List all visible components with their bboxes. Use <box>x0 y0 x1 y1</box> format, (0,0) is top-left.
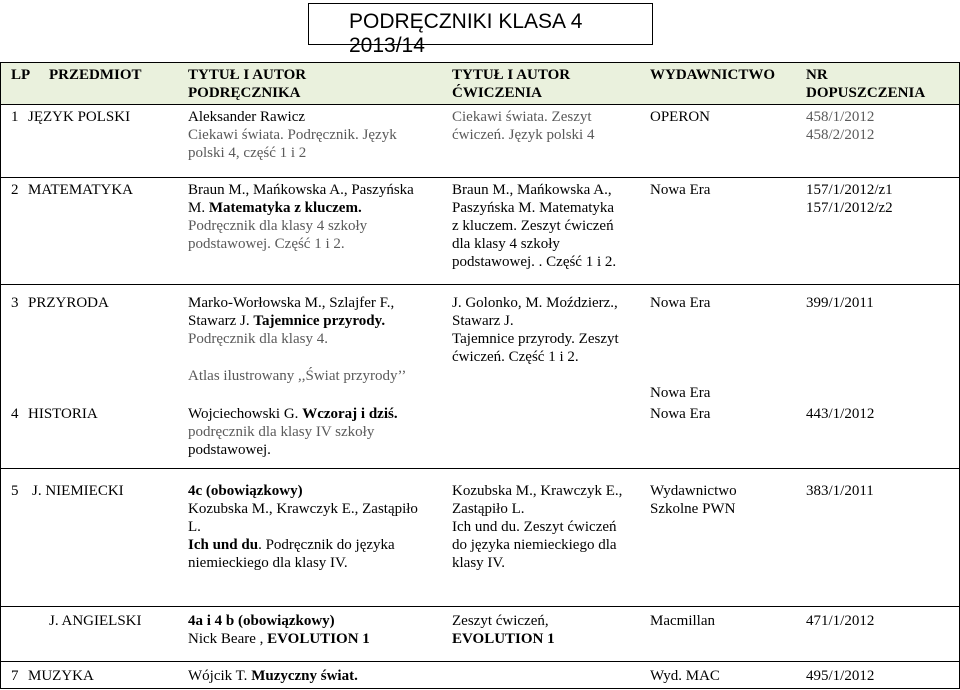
row-exercise: do języka niemieckiego dla <box>452 537 617 553</box>
row-book-title: Ciekawi świata. Podręcznik. Język <box>188 127 397 143</box>
row-publisher: Wyd. MAC <box>650 668 720 684</box>
row-subject: MATEMATYKA <box>28 182 133 198</box>
row-book-title-bold: Matematyka z kluczem. <box>208 200 362 216</box>
row-subject: J. ANGIELSKI <box>49 613 142 629</box>
row-number: 383/1/2011 <box>806 483 874 499</box>
row-lp: 2 <box>11 182 19 198</box>
row-exercise: Ciekawi świata. Zeszyt <box>452 109 592 125</box>
row-publisher: Szkolne PWN <box>650 501 736 517</box>
row-exercise: Zastąpiło L. <box>452 501 525 517</box>
header-przedmiot: PRZEDMIOT <box>49 67 142 83</box>
row-lp: 7 <box>11 668 19 684</box>
row-exercise-title: EVOLUTION 1 <box>452 631 555 647</box>
row-lp: 3 <box>11 295 19 311</box>
row-book-author: Marko-Worłowska M., Szlajfer F., <box>188 295 395 311</box>
row-book-title-bold: Tajemnice przyrody. <box>253 313 386 329</box>
row-book-author: Braun M., Mańkowska A., Paszyńska <box>188 182 414 198</box>
row-book-title-bold: EVOLUTION 1 <box>267 631 370 647</box>
header-book-line1: TYTUŁ I AUTOR <box>188 67 307 83</box>
row-exercise: Zeszyt ćwiczeń, <box>452 613 549 629</box>
header-book-line2: PODRĘCZNIKA <box>188 85 301 101</box>
row-book-author: Nick Beare , <box>188 631 268 647</box>
row-book-title-bold: Wczoraj i dziś. <box>302 406 398 422</box>
row-subject: J. NIEMIECKI <box>32 483 124 499</box>
row-book-title <box>188 631 370 649</box>
header-number-line2: DOPUSZCZENIA <box>806 85 926 101</box>
row-number: 443/1/2012 <box>806 406 875 422</box>
row-subject: PRZYRODA <box>28 295 109 311</box>
row-book-desc: podręcznik dla klasy IV szkoły <box>188 424 375 440</box>
row-book-title-bold: Muzyczny świat. <box>251 668 358 684</box>
header-lp: LP <box>11 67 31 83</box>
row-publisher: OPERON <box>650 109 711 125</box>
row-subject: HISTORIA <box>28 406 98 422</box>
row-exercise: dla klasy 4 szkoły <box>452 236 560 252</box>
page-title-box <box>308 3 653 57</box>
row-book-title <box>188 668 358 686</box>
row-book-atlas: Atlas ilustrowany ,,Świat przyrody’’ <box>188 368 407 384</box>
row-publisher: Wydawnictwo <box>650 483 737 499</box>
row-exercise: ćwiczeń. Język polski 4 <box>452 127 595 143</box>
row-book-title <box>188 200 362 218</box>
row-book-title: polski 4, część 1 i 2 <box>188 145 307 161</box>
row-number: 157/1/2012/z2 <box>806 200 893 216</box>
row-exercise: ćwiczeń. Część 1 i 2. <box>452 349 579 365</box>
row-exercise: klasy IV. <box>452 555 506 571</box>
row-subject: JĘZYK POLSKI <box>28 109 131 125</box>
row-lp: 5 <box>11 483 19 499</box>
row-book-author: Aleksander Rawicz <box>188 109 306 125</box>
row-subject: MUZYKA <box>28 668 94 684</box>
row-number: 495/1/2012 <box>806 668 875 684</box>
row-book-author: Wojciechowski G. <box>188 406 303 422</box>
header-exercise-line1: TYTUŁ I AUTOR <box>452 67 571 83</box>
row-book-author-end: Stawarz J. <box>188 313 254 329</box>
row-book-title <box>188 406 398 424</box>
row-publisher: Nowa Era <box>650 182 711 198</box>
row-publisher: Macmillan <box>650 613 715 629</box>
row-book-desc: Podręcznik dla klasy 4 szkoły <box>188 218 368 234</box>
row-exercise: Ich und du. Zeszyt ćwiczeń <box>452 519 617 535</box>
header-number-line1: NR <box>806 67 828 83</box>
row-book-desc: Podręcznik dla klasy 4. <box>188 331 328 347</box>
row-book-desc: . Podręcznik do języka <box>258 537 395 553</box>
row-lp: 1 <box>11 109 19 125</box>
header-exercise-line2: ĆWICZENIA <box>452 85 543 101</box>
row-number: 399/1/2011 <box>806 295 874 311</box>
row-book-author: L. <box>188 519 201 535</box>
row-exercise: Kozubska M., Krawczyk E., <box>452 483 623 499</box>
row-book-note: 4c (obowiązkowy) <box>188 483 303 499</box>
row-number: 471/1/2012 <box>806 613 875 629</box>
row-book-note: 4a i 4 b (obowiązkowy) <box>188 613 335 629</box>
row-book-desc: podstawowej. Część 1 i 2. <box>188 236 345 252</box>
row-number: 458/2/2012 <box>806 127 875 143</box>
row-book-title <box>188 537 395 555</box>
row-book-title-bold: Ich und du <box>188 537 259 553</box>
row-book-author: Wójcik T. <box>188 668 252 684</box>
row-lp: 4 <box>11 406 19 422</box>
row-publisher: Nowa Era <box>650 295 711 311</box>
header-publisher: WYDAWNICTWO <box>650 67 776 83</box>
row-exercise: Tajemnice przyrody. Zeszyt <box>452 331 619 347</box>
row-publisher: Nowa Era <box>650 406 711 422</box>
row-book-desc: niemieckiego dla klasy IV. <box>188 555 348 571</box>
row-exercise: Paszyńska M. Matematyka <box>452 200 615 216</box>
row-exercise: Stawarz J. <box>452 313 514 329</box>
row-book-author: Kozubska M., Krawczyk E., Zastąpiło <box>188 501 418 517</box>
row-book-author-end: M. <box>188 200 209 216</box>
row-book-desc: podstawowej. <box>188 442 271 458</box>
row-exercise: z kluczem. Zeszyt ćwiczeń <box>452 218 614 234</box>
row-book-title <box>188 313 385 331</box>
row-publisher-atlas: Nowa Era <box>650 385 711 401</box>
page-title: PODRĘCZNIKI KLASA 4 2013/14 <box>349 10 583 57</box>
row-number: 157/1/2012/z1 <box>806 182 893 198</box>
row-number: 458/1/2012 <box>806 109 875 125</box>
row-exercise: podstawowej. . Część 1 i 2. <box>452 254 617 270</box>
row-exercise: Braun M., Mańkowska A., <box>452 182 612 198</box>
row-exercise: J. Golonko, M. Moździerz., <box>452 295 618 311</box>
